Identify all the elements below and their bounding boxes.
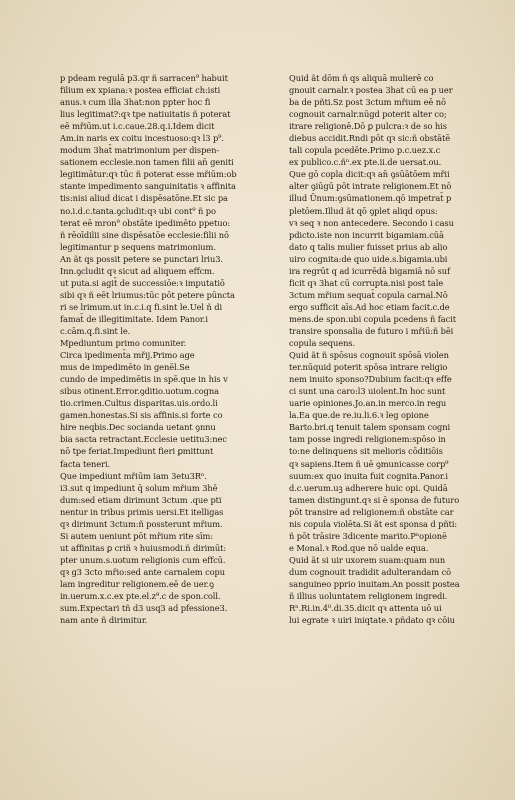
text-line: An ãt qs possit petere se punctari lriu3. [60,253,223,264]
text-line: nem inuito sponso?Dubium facit:qꝛ effe [289,374,452,385]
text-line: ñ illius uoluntatem religionem ingredi. [289,591,448,602]
text-line: nentur in tribus primis uersi.Et itelligas [60,506,224,517]
text-line: pter unum.s.uotum religionis cum effcū. [60,554,226,565]
text-line: sanguineo pprio inuitam.An possit postea [289,578,460,589]
text-line: Si autem ueniunt pōt mřium rite sīm: [60,530,214,541]
text-line: Barto.bri.q tenuit talem sponsam cogni [289,422,451,433]
text-line: Quid ãt ñ spōsus cognouit spōsā violen [289,350,449,361]
text-line: tam posse ingredi religionem:spōso in [289,434,446,445]
text-line: mus de impedimēto in genēl.Se [60,362,190,373]
text-line: bia sacta retractant.Ecclesie uetitu3:nec [60,434,227,445]
text-line: pōt transire ad religionem:ñ obstāte car [289,506,454,517]
text-line: lius legitimat?:qꝛ tpe natiuitatis ñ poterat [60,109,231,120]
text-line: i3.sut q impediunt q̄ solum mřium 3hē [60,482,218,493]
text-line: p pdeam regulā p3.qr ñ sarracen⁹ habuit [60,73,228,83]
text-line: Rⁿ.Ri.in.4⁰.di.35.dicit qꝛ attenta uō ui [289,603,442,614]
text-line: facta teneri. [60,458,111,469]
text-line: la.Ea que.de re.iu.li.6.ꝛ leg opione [289,410,429,421]
text-line: e Monal.ꝛ Rod.que nō ualde equa. [289,542,429,553]
text-line: pdicto.iste non incurrit bigamiam.cūā [289,229,444,240]
text-line: famat̄ de illegitimitate. Idem Panor.i [60,313,208,324]
text-line: illud Ūnum:ꝯsūmationem.qō impetrat̄ p [289,193,452,204]
text-line: gamen.honestas.Si sis affinis.si forte co [60,410,223,421]
text-line: suum:ex quo inuita fuit cognita.Panor.i [289,470,448,481]
text-line: gnouit carnalr.ꝛ postea 3hat cū ea p uer [289,85,453,96]
text-line: tio.crimen.Cultus disparitas.uis.ordo.li [60,398,218,409]
text-line: qꝛ g3 3cto mřio:sed ante carnalem copu [60,566,225,577]
text-line: cundo de impedimētis in spē.que in his v [60,374,228,385]
text-line: vꝛ seq ꝛ non antecedere. Secondo i casu [289,217,454,228]
text-column-right [289,72,497,626]
text-line: ba de pñti.Sz post 3ctum mřium eē nō [289,97,446,108]
text-line: uarie opiniones.Jo.an.in merco.in regu [289,398,447,409]
text-line: to:ne delinquens sit melioris cōditiōis [289,446,443,457]
text-line: Que impediunt mřiūm iam 3etu3Rⁿ. [60,470,207,481]
text-column-left [60,72,278,626]
text-line: qꝛ dirimunt 3ctum:ñ possterunt mřium. [60,518,223,529]
text-line: sationem ecclesie.non tamen filii an̄ geniti [60,157,234,168]
text-line: filium ex xpiana:ꝛ postea efficiat ch:isti [60,85,221,96]
text-line: alter ꝯiūgū pōt intrate religionem.Et nō [289,181,452,192]
text-line: nō tpe feriat.Impediunt fieri ꝑmittunt [60,446,214,457]
text-line: no.i.d.c.tanta.ꝯcludit:qꝛ ubi cont⁹ ñ po [60,205,216,216]
text-line: pletōem.Illud ãt qō ꝯplet aliqd opus: [289,205,438,216]
text-line: dato q talis mulier fuisset prius ab alio [289,241,448,252]
text-line: ex publico.c.ñⁿ.ex pte.ii.de uersat.ou. [289,157,442,168]
text-line: ira regrūt q ad icurrēdā bigamiā nō suf [289,265,450,276]
text-line: itrare religionē.Dō ꝑ pulcra:ꝛ de so his [289,121,447,132]
text-line: modum 3hat̄ matrimonium per dispen- [60,145,220,156]
text-line: in.uerum.x.c.ex pte.el.z⁹.c de spon.coll. [60,591,221,602]
text-line: tis:nisi aliud dicat i dispēsatōne.Et sic pa [60,193,228,204]
text-line: ci sunt una caro:l3 uiolent.In hoc sunt [289,386,446,397]
text-line: legitimātur:qꝛ tūc ñ poterat esse mřiūm:ob [60,169,237,180]
text-line: tamen distingunt.qꝛ si ē sponsa de futuro [289,494,460,505]
text-line: hire neqbis.Dec socianda uetant ꝯnnu [60,422,216,433]
text-line: nam ante ñ dirimitur. [60,615,148,626]
text-line: uiro cognita:de quo uide.s.bigamia.ubi [289,253,448,264]
text-line: Circa ipediment̄a mřij.Primo age [60,350,195,361]
text-line: ter.nūquid poterit spōsa intrare religio [289,362,448,373]
text-line: dum cognouit tradidit adulterandam cō [289,566,452,577]
text-line: sibi qꝛ ñ eēt lriumus:tūc pōt petere pūncta [60,289,235,300]
text-line: copula sequens. [289,338,356,349]
text-line: sum.Expectari tñ d3 usq3 ad pfessione3. [60,603,228,614]
text-line: eē mřiūm.ut i.c.caue.28.q.i.Idem dicit [60,121,215,132]
text-line: sibus otinent.Error.ꝯditio.uotum.cogna [60,386,219,397]
text-line: ñ pōt trāsire 3dicente marito.Pⁿopionē [289,530,447,541]
text-line: lui egrate ꝛ uiri iniqtate.ꝛ pñdato qꝛ cōiu [289,615,455,626]
text-line: transire sponsalia de futuro i mřiū:ñ bēi [289,325,454,336]
text-line: qꝛ sapiens.Item ñ uē ꝯmunicasse corp⁹ [289,458,449,469]
text-line: terat eē mron⁹ obstāte ipedimēto ppetuo: [60,217,231,228]
text-line: c.cām.q.fi.sint le. [60,325,131,336]
text-line: lam ingreditur religionem.eē de uer.ꝯ [60,578,214,589]
text-line: stante impedimento sanguinitatis ꝛ affinita [60,181,236,192]
text-line: Inn.ꝯcludit qꝛ sicut ad aliquem effcm. [60,265,215,276]
text-line: tali copula pcedēte.Primo p.c.uez.x.c [289,145,441,156]
text-line: dum:sed etiam dirimunt 3ctum .que pti [60,494,222,505]
text-line: ñ rēoīdilii sine dispēsatōe ecclesie:filii nō [60,229,229,240]
text-line: d.c.uerum.uꝫ adherere huic opi. Quidā [289,482,448,493]
text-line: nis copula violēta.Si ãt est sponsa d pñti: [289,518,458,529]
text-line: Quid ãt si uir uxorem suam:quam nun [289,554,446,565]
text-line: Am.in naris ex coitu incestuoso:qꝛ l3 p⁹. [60,133,224,144]
text-line: anus.ꝛ cum illa 3hat:non ppter hoc fi [60,97,211,108]
text-line: cognouit carnalr.nūgd poterit alter co; [289,109,447,120]
text-line: mens.de spon.ubi copula pcedens ñ facit [289,313,456,324]
text-line: ut affinitas ꝑ criñ ꝛ huiusmodi.ñ dirimūt: [60,542,227,553]
text-line: diebus accidit.Rndi pōt qꝛ sic:ñ obstātē [289,133,451,144]
text-line: Mpediuntum primo comuniter. [60,338,187,349]
text-line: ri se lrimum.ut in.c.i.q fi.sint le.Uel ñ di [60,301,223,312]
text-line: Quid ãt dōm ñ qs aliquā mulierē co [289,73,434,83]
text-line: ficit qꝛ 3hat cū corrupta.nisi post tale [289,277,444,288]
text-line: 3ctum mřium sequat̄ copula carnal.Nō [289,289,448,300]
text-line: ut puta.si agit̄ de successiōe:ꝛ imputatiō [60,277,225,288]
text-line: Que gō copla dicit:qꝛ an̄ ꝯsūātōem mřii [289,169,450,180]
text-line: ergo sufficit aīs.Ad hoc etiam facit.c.de [289,301,450,312]
text-line: legitimantur p sequens matrimonium. [60,241,216,252]
